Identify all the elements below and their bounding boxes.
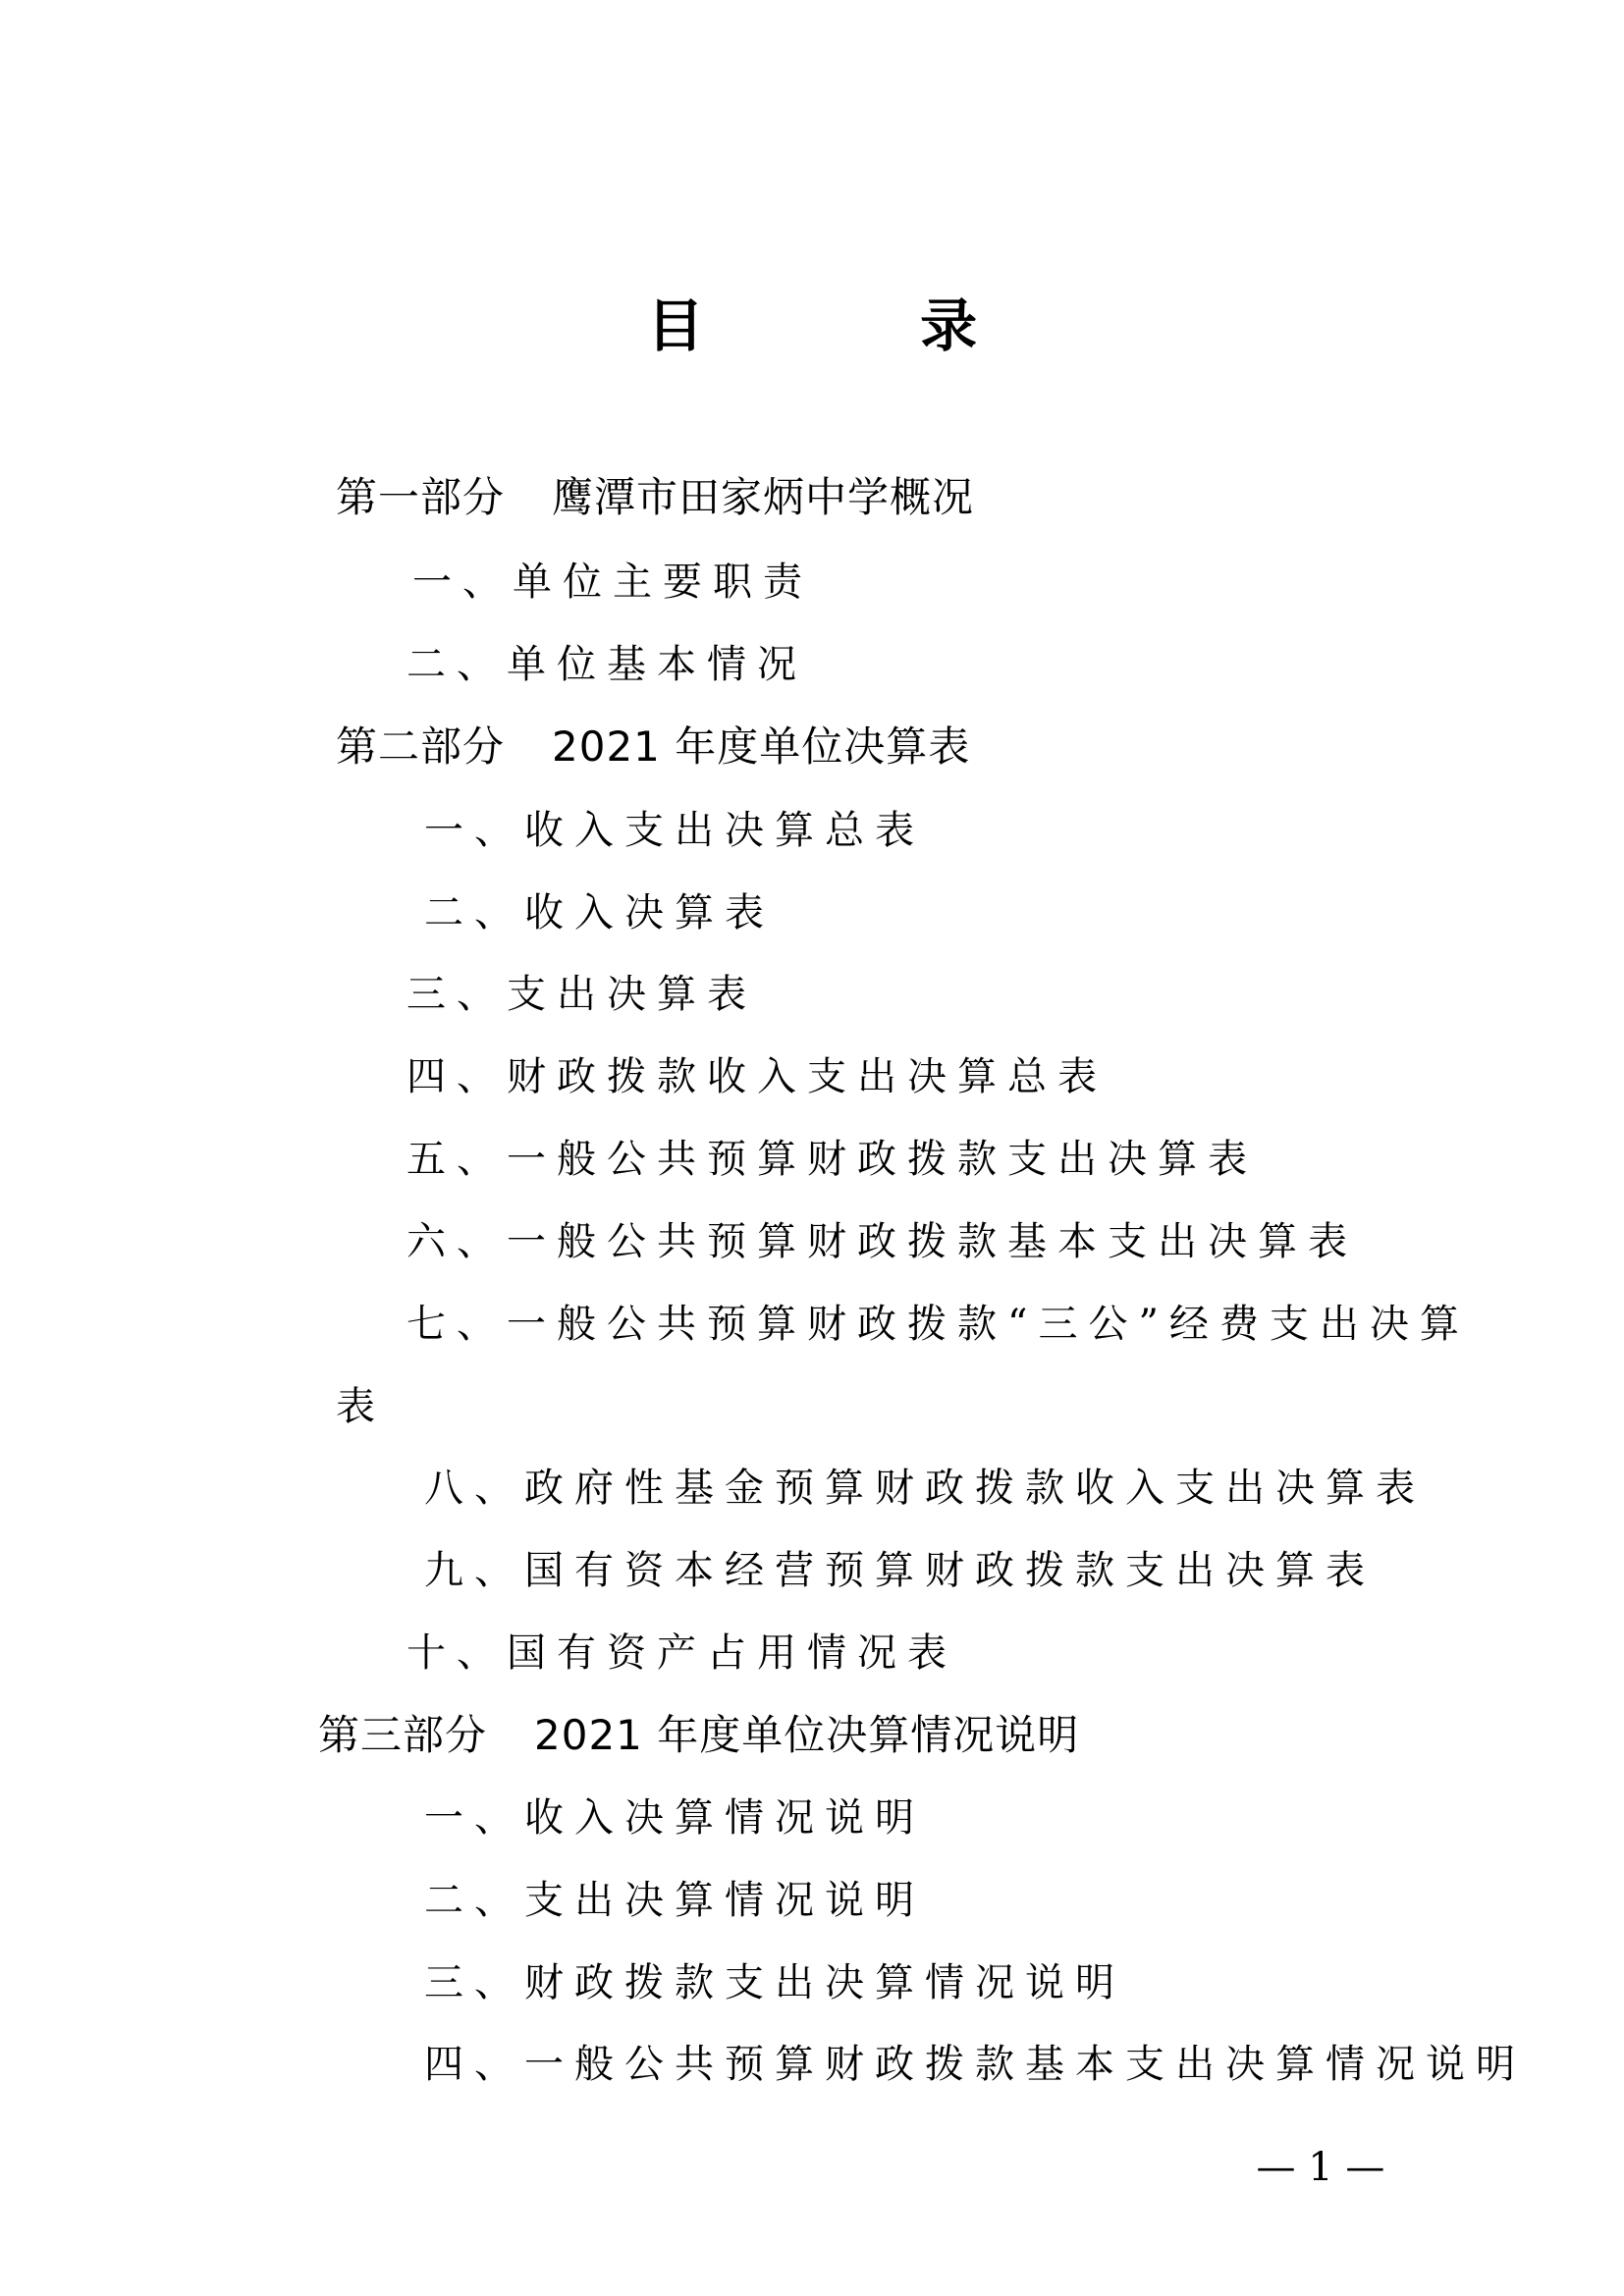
part-label: 第二部分	[336, 722, 506, 771]
toc-item: 九、国有资本经营预算财政拨款支出决算表	[424, 1548, 1376, 1593]
toc-item: 五、一般公共预算财政拨款支出决算表	[406, 1137, 1258, 1182]
part-label: 第三部分	[318, 1711, 488, 1759]
toc-item: 二、单位基本情况	[406, 642, 807, 687]
toc-item: 八、政府性基金预算财政拨款收入支出决算表	[424, 1466, 1426, 1511]
toc-item: 六、一般公共预算财政拨款基本支出决算表	[406, 1219, 1358, 1264]
part-title: 2021 年度单位决算情况说明	[534, 1711, 1080, 1759]
page-number: — 1 —	[1256, 2145, 1385, 2190]
toc-item: 二、收入决算表	[424, 890, 775, 935]
part-title: 2021 年度单位决算表	[552, 722, 971, 771]
part-heading	[336, 720, 970, 774]
page-title: 目 录	[646, 293, 1076, 359]
toc-item: 四、一般公共预算财政拨款基本支出决算情况说明	[424, 2042, 1526, 2087]
toc-item: 七、一般公共预算财政拨款“三公”经费支出决算	[406, 1302, 1470, 1347]
part-heading	[336, 470, 974, 525]
toc-item: 三、支出决算表	[406, 972, 757, 1017]
toc-item: 四、财政拨款收入支出决算总表	[406, 1054, 1108, 1099]
toc-item: 二、支出决算情况说明	[424, 1878, 925, 1923]
toc-item: 一、收入决算情况说明	[424, 1795, 925, 1841]
part-title: 鹰潭市田家炳中学概况	[552, 473, 975, 521]
toc-item-continuation: 表	[336, 1384, 386, 1429]
part-label: 第一部分	[336, 473, 506, 521]
part-heading	[318, 1708, 1079, 1763]
toc-item: 十、国有资产占用情况表	[406, 1630, 957, 1676]
toc-item: 三、财政拨款支出决算情况说明	[424, 1960, 1125, 2005]
toc-item: 一、收入支出决算总表	[424, 808, 925, 853]
toc-item: 一、单位主要职责	[412, 560, 813, 605]
